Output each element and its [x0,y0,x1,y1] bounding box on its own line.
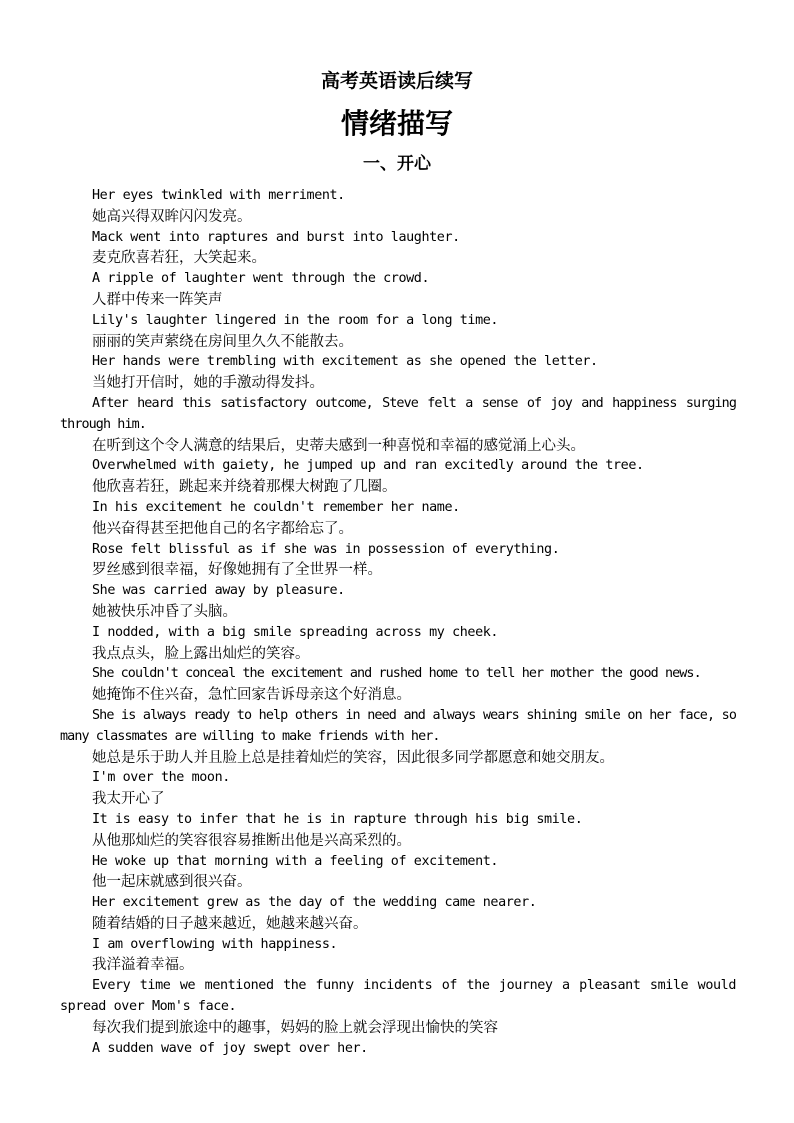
english-sentence: She couldn't conceal the excitement and rushed home to tell her mother the good news. [92,666,701,682]
chinese-translation: 丽丽的笑声萦绕在房间里久久不能散去。 [92,333,353,350]
document-title: 高考英语读后续写 [320,70,473,92]
chinese-translation: 我洋溢着幸福。 [92,957,194,974]
english-sentence: Overwhelmed with gaiety, he jumped up and ran excitedly around the tree. [92,458,644,474]
chinese-translation: 我点点头，脸上露出灿烂的笑容。 [92,645,310,662]
chinese-translation: 她高兴得双眸闪闪发亮。 [92,208,252,225]
chinese-translation: 我太开心了 [92,791,165,808]
chinese-translation: 他一起床就感到很兴奋。 [92,874,252,891]
english-sentence: Rose felt blissful as if she was in possession of everything. [92,541,560,557]
chinese-translation: 麦克欣喜若狂，大笑起来。 [92,250,266,267]
english-sentence: Her hands were trembling with excitement as she opened the letter. [92,354,598,370]
english-sentence: I nodded, with a big smile spreading across my cheek. [92,624,499,640]
chinese-translation: 在听到这个令人满意的结果后，史蒂夫感到一种喜悦和幸福的感觉涌上心头。 [92,437,585,454]
chinese-translation: 他兴奋得甚至把他自己的名字都给忘了。 [92,520,353,537]
english-sentence: Her eyes twinkled with merriment. [92,188,345,203]
english-sentence: A ripple of laughter went through the crowd. [92,271,430,287]
english-sentence: Mack went into raptures and burst into laughter. [92,229,460,245]
english-sentence: She was carried away by pleasure. [92,583,345,599]
english-sentence: She is always ready to help others in need and always wears shining smile on her face, so many classmates are willing to make friends with her. [60,707,736,744]
english-sentence: After heard this satisfactory outcome, Steve felt a sense of joy and happiness surging through him. [60,395,736,432]
chinese-translation: 她被快乐冲昏了头脑。 [92,603,237,620]
english-sentence: Every time we mentioned the funny incidents of the journey a pleasant smile would spread over Mom's face. [60,978,736,1015]
english-sentence: He woke up that morning with a feeling of excitement. [92,853,499,869]
chinese-translation: 人群中传来一阵笑声 [92,291,223,308]
chinese-translation: 她掩饰不住兴奋，急忙回家告诉母亲这个好消息。 [92,687,411,704]
english-sentence: A sudden wave of joy swept over her. [92,1040,368,1056]
chinese-translation: 每次我们提到旅途中的趣事，妈妈的脸上就会浮现出愉快的笑容 [92,1019,498,1036]
chinese-translation: 从他那灿烂的笑容很容易推断出他是兴高采烈的。 [92,832,411,849]
section-heading: 一、开心 [363,154,431,174]
chinese-translation: 随着结婚的日子越来越近，她越来越兴奋。 [92,915,368,932]
document-subtitle: 情绪描写 [340,107,453,140]
english-sentence: I'm over the moon. [92,770,230,786]
chinese-translation: 当她打开信时，她的手激动得发抖。 [92,375,324,392]
english-sentence: Her excitement grew as the day of the wedding came nearer. [92,895,537,911]
phrase-list [60,186,736,1059]
chinese-translation: 她总是乐于助人并且脸上总是挂着灿烂的笑容，因此很多同学都愿意和她交朋友。 [92,749,614,766]
chinese-translation: 罗丝感到很幸福，好像她拥有了全世界一样。 [92,562,382,579]
english-sentence: It is easy to infer that he is in rapture through his big smile. [92,811,583,827]
english-sentence: I am overflowing with happiness. [92,936,338,952]
english-sentence: Lily's laughter lingered in the room for a long time. [92,312,499,328]
english-sentence: In his excitement he couldn't remember her name. [92,499,460,515]
chinese-translation: 他欣喜若狂，跳起来并绕着那棵大树跑了几圈。 [92,479,397,496]
